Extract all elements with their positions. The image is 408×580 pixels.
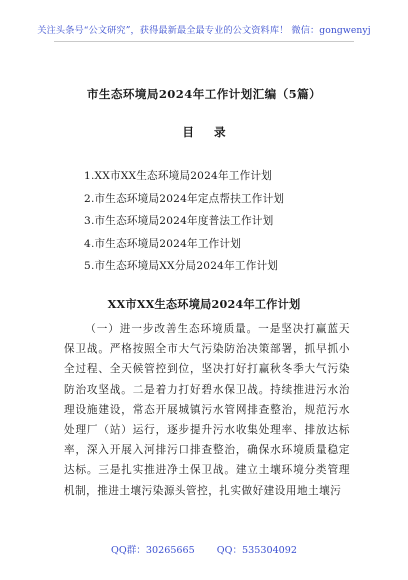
section-title: XX市XX生态环境局2024年工作计划 [107,297,301,311]
toc-heading: 目 录 [182,125,234,139]
footer-qq-group: QQ群：30265665 [110,545,195,556]
toc-item: 4.市生态环境局2024年工作计划 [84,237,241,250]
toc-item: 5.市生态环境局XX分局2024年工作计划 [84,260,279,272]
toc-item: 1.XX市XX生态环境局2024年工作计划 [84,170,272,182]
toc-item: 3.市生态环境局2024年度普法工作计划 [84,215,274,227]
promo-banner: 关注头条号“公文研究”，获得最新最全最专业的公文资料库！ 微信：gongwenyj [37,25,371,36]
table-of-contents [84,165,284,278]
toc-item: 2.市生态环境局2024年定点帮扶工作计划 [84,192,285,205]
footer-contact [0,542,408,556]
section-body-paragraph: （一）进一步改善生态环境质量。一是坚决打赢蓝天保卫战。严格按照全市大气污染防治决策部署，抓早抓小全过程、全天候管控到位，坚决打好打赢秋冬季大气污染防治攻坚战。二是着力打好碧水保卫战。持续推进污水治理设施建设，常态开展城镇污水管网排查整治，规范污水处理厂（站）运行，逐步提升污水收集处理率、排放达标率，深入开展入河排污口排查整治，确保水环境质量稳定达标。三是扎实推进净土保卫战。建立土壤环境分类管理机制，推进土壤污染源头管控，扎实做好建设用地土壤污 [64,323,350,497]
header-divider [54,41,354,42]
document-title: 市生态环境局2024年工作计划汇编（5篇） [86,87,322,101]
footer-qq: QQ：535304092 [216,545,297,556]
